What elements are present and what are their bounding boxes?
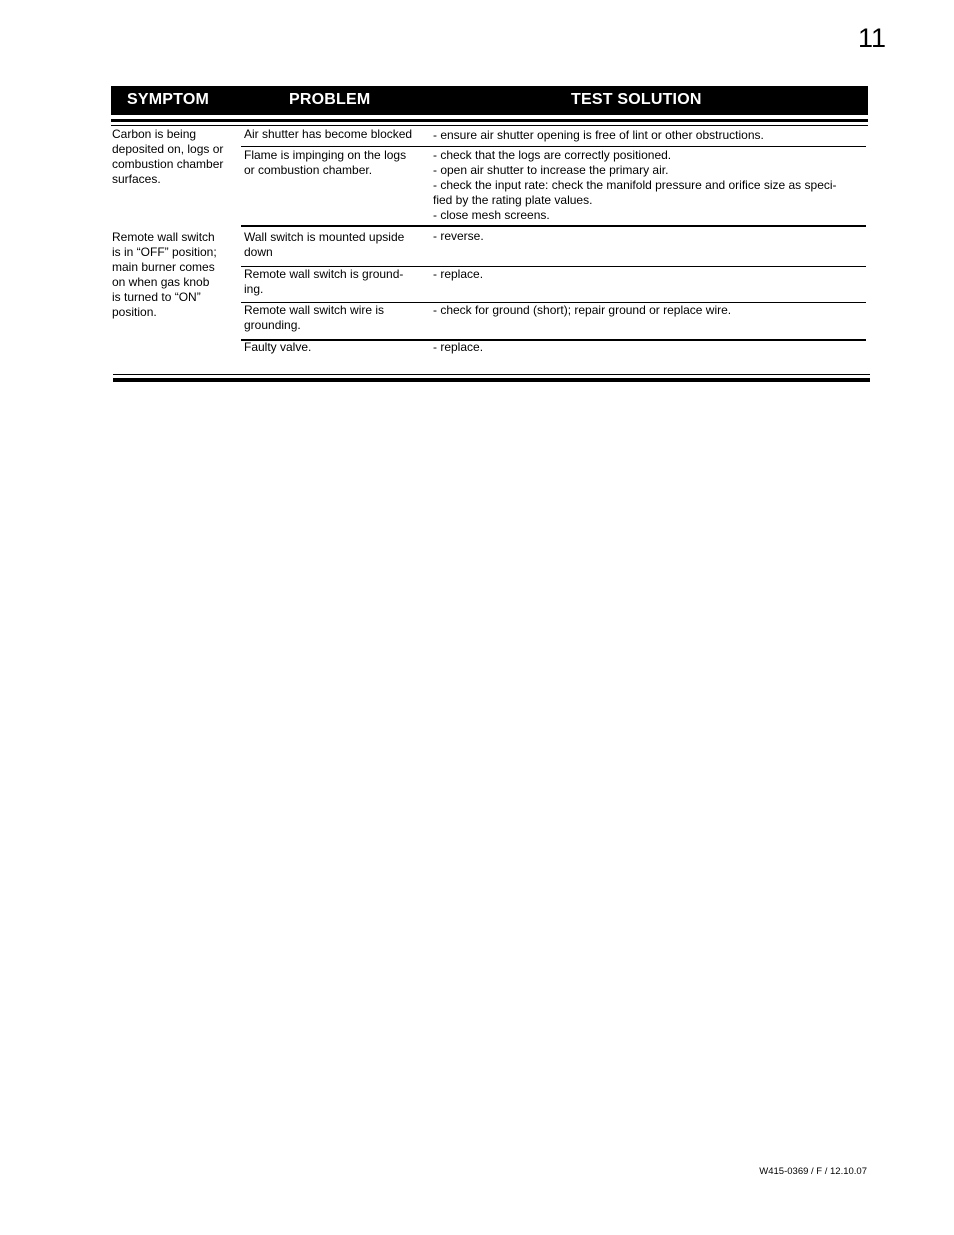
problem-cell: Wall switch is mounted upside down <box>244 230 405 259</box>
symptom-cell: Remote wall switch is in “OFF” position; main burner comes on when gas knob is turned to “ON” position. <box>112 230 217 319</box>
header-rule-thick <box>111 119 868 122</box>
page-number: 11 <box>857 23 886 53</box>
solution-cell: - check that the logs are correctly positioned. - open air shutter to increase the primary air. - check the input rate: check the manifold pressure and orifice size as speci- fied by the rating plate values. - close mesh screens. <box>433 148 837 222</box>
table-end-rule-thin <box>113 374 870 375</box>
header-symptom: SYMPTOM <box>127 91 210 108</box>
row-divider <box>241 146 866 147</box>
solution-cell: - check for ground (short); repair ground or replace wire. <box>433 303 732 317</box>
problem-cell: Air shutter has become blocked <box>244 127 413 141</box>
problem-cell: Remote wall switch is ground- ing. <box>244 267 404 296</box>
symptom-cell: Carbon is being deposited on, logs or combustion chamber surfaces. <box>112 127 224 186</box>
header-rule-thin <box>111 125 868 126</box>
solution-cell: - reverse. <box>433 229 484 243</box>
solution-cell: - replace. <box>433 267 484 281</box>
problem-cell: Faulty valve. <box>244 340 312 354</box>
table-header <box>111 86 868 115</box>
problem-cell: Remote wall switch wire is grounding. <box>244 303 385 332</box>
header-problem: PROBLEM <box>289 91 371 108</box>
table-end-rule-thick <box>113 378 870 382</box>
problem-cell: Flame is impinging on the logs or combustion chamber. <box>244 148 407 177</box>
document-code: W415-0369 / F / 12.10.07 <box>759 1166 867 1177</box>
header-solution: TEST SOLUTION <box>571 91 702 108</box>
group-divider <box>241 225 866 227</box>
solution-cell: - ensure air shutter opening is free of lint or other obstructions. <box>433 128 764 142</box>
solution-cell: - replace. <box>433 340 484 354</box>
